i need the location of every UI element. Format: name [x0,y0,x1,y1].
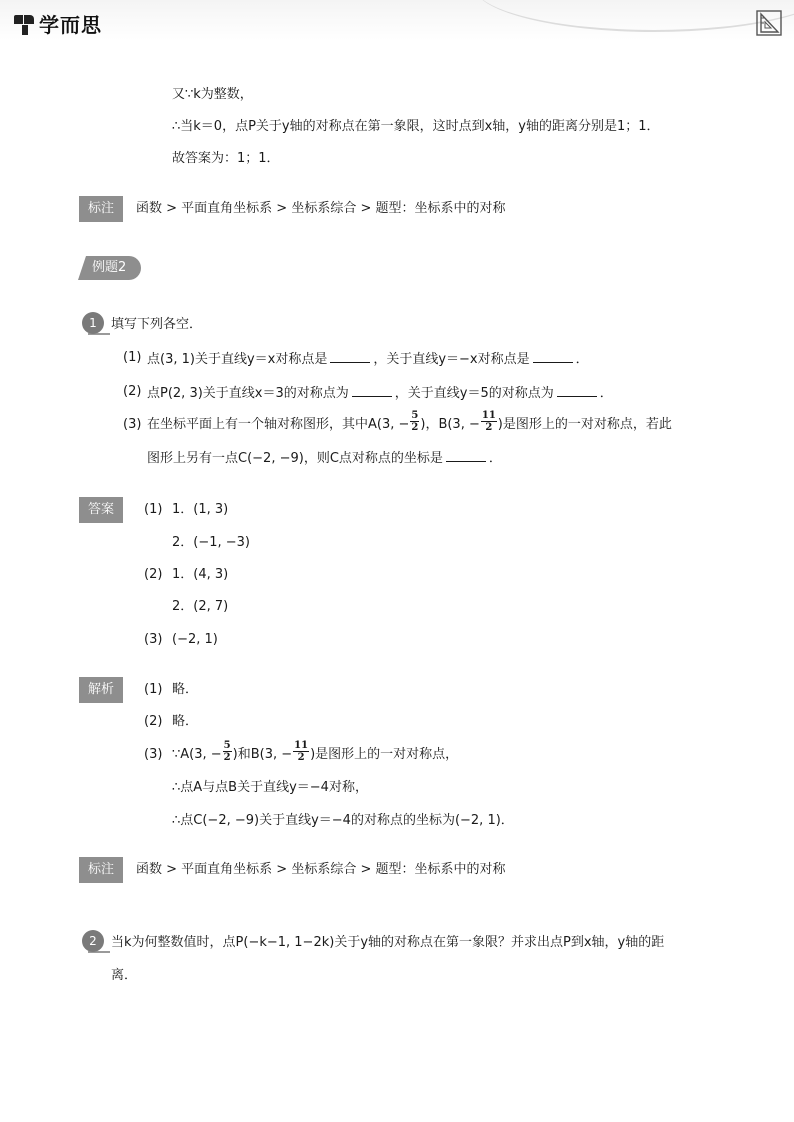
question-text: 当k为何整数值时，点P(−k−1, 1−2k)关于y轴的对称点在第一象限？并求出点P到x轴，y轴的距 [111,935,665,950]
analysis-line: ∴点A与点B关于直线y＝−4对称， [172,780,368,795]
question-number: 2 [82,930,104,952]
answer-line: 2．(2, 7) [172,599,229,614]
answer-line: 1．(4, 3) [172,567,229,582]
part-3-text-cont: 图形上另有一点C(−2, −9)，则C点对称点的坐标是 ． [147,448,502,468]
answer-tag: 答案 [79,497,123,523]
question-text-cont: 离． [111,968,138,983]
answer-line: (−2, 1) [172,632,218,647]
analysis-line: 略． [172,714,199,729]
fraction: $\frac{5}{2}$ [223,740,231,763]
fraction: $\frac{11}{2}$ [294,740,309,763]
analysis-line: 略． [172,682,199,697]
example-label-text: 例题2 [92,260,127,275]
part-label: (1) [123,350,142,365]
logo-icon [14,13,36,35]
question-number: 1 [82,312,104,334]
continuation-line-3: 故答案为：1；1． [172,151,280,166]
fraction: $\frac{11}{2}$ [481,410,496,433]
brand-logo [14,9,102,38]
question-stem: 填写下列各空． [111,317,203,332]
answer-part-label: (2) [144,567,163,582]
answer-part-label: (3) [144,632,163,647]
part-2-text: 点P(2, 3)关于直线x＝3的对称点为 ，关于直线y＝5的对称点为 ． [147,383,613,403]
note-text: 函数 > 平面直角坐标系 > 坐标系综合 > 题型：坐标系中的对称 [136,862,506,877]
continuation-line-2: ∴当k＝0，点P关于y轴的对称点在第一象限，这时点到x轴，y轴的距离分别是1；1． [172,119,660,134]
answer-line: 1．(1, 3) [172,502,229,517]
note-tag: 标注 [79,857,123,883]
logo-text: 学而思 [39,13,102,37]
part-1-text: 点(3, 1)关于直线y＝x对称点是 ，关于直线y＝−x对称点是 ． [147,349,589,369]
part-3-text: 在坐标平面上有一个轴对称图形，其中A(3, − $\frac{5}{2}$ )，B(3, − $\frac{11}{2}$ )是图形上的一对对称点，若此 [147,410,672,433]
page-header [0,0,794,40]
answer-line: 2．(−1, −3) [172,535,251,550]
analysis-line: ∴点C(−2, −9)关于直线y＝−4的对称点的坐标为(−2, 1)． [172,813,514,828]
analysis-part-label: (1) [144,682,163,697]
fraction: $\frac{5}{2}$ [411,410,419,433]
example-label [78,256,141,280]
part-label: (2) [123,384,142,399]
analysis-line: ∵A(3, − $\frac{5}{2}$ )和B(3, − $\frac{11}{2}$ )是图形上的一对对称点， [172,740,459,763]
analysis-tag: 解析 [79,677,123,703]
ruler-triangle-icon [756,10,782,36]
part-label: (3) [123,417,142,432]
analysis-part-label: (3) [144,747,163,762]
note-tag: 标注 [79,196,123,222]
continuation-line-1: 又∵k为整数， [172,87,253,102]
analysis-part-label: (2) [144,714,163,729]
answer-part-label: (1) [144,502,163,517]
note-text: 函数 > 平面直角坐标系 > 坐标系综合 > 题型：坐标系中的对称 [136,201,506,216]
